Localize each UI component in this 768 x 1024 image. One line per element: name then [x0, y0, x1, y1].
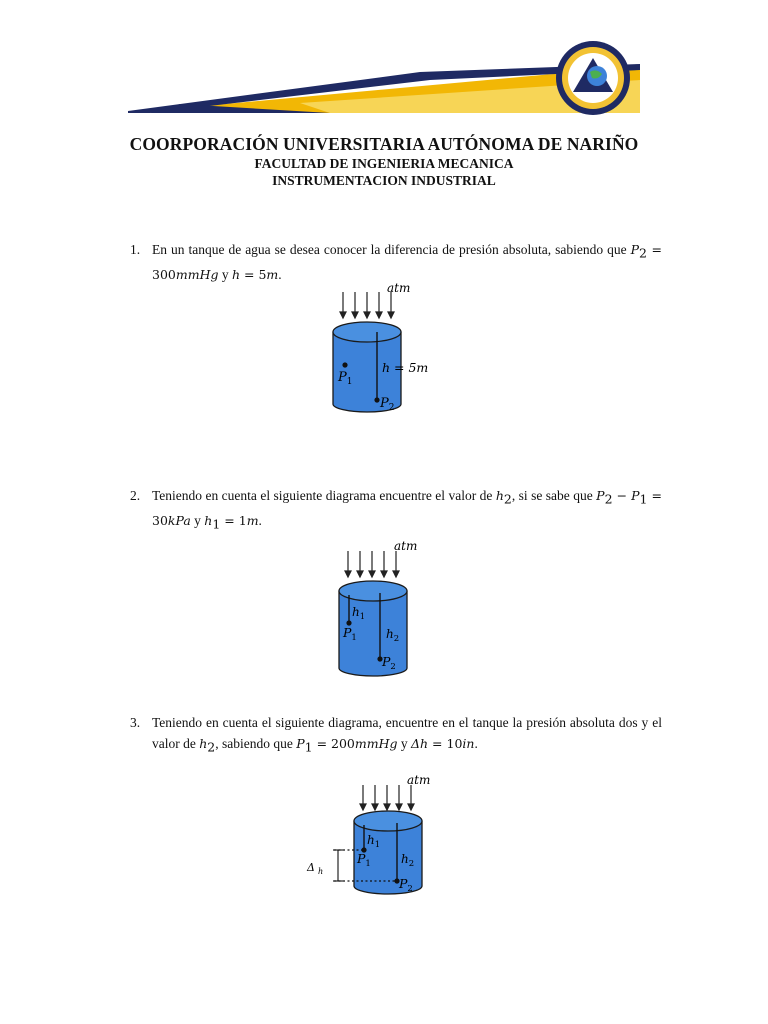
p2-label: $P_2$ — [382, 654, 396, 672]
atm-arrows — [345, 551, 399, 577]
h2-label: $h_2$ — [401, 852, 415, 869]
atm-label: atm — [407, 773, 431, 787]
p1-label: $P_1$ — [357, 851, 371, 869]
question-text: En un tanque de agua se desea conocer la diferencia de presión absoluta, sabiendo que $P_2$ = 300mmHg y h = 5m. — [152, 242, 663, 282]
point-p1 — [342, 362, 347, 367]
delta-h-label: Δ $_h$ — [307, 861, 324, 876]
university-title: COORPORACIÓN UNIVERSITARIA AUTÓNOMA DE NARIÑO — [129, 134, 639, 154]
h2-label: $h_2$ — [386, 627, 400, 644]
p1-label: $P_1$ — [338, 370, 353, 387]
question-1 — [130, 239, 662, 285]
faculty-title: FACULTAD DE INGENIERIA MECANICA — [254, 156, 514, 171]
p2-label: $P_2$ — [380, 396, 395, 413]
p2-label: $P_2$ — [399, 876, 413, 894]
h-label: h = 5m — [382, 360, 429, 375]
question-number: 3. — [130, 715, 141, 730]
header-banner — [0, 0, 768, 120]
university-seal — [556, 41, 630, 115]
question-text: Teniendo en cuenta el siguiente diagrama, encuentre en el tanque la presión absoluta dos y el valor de $h_2$, sabiendo que $P_1$ = 200mmHg y Δh = 10in. — [152, 715, 662, 755]
p1-label: $P_1$ — [343, 625, 357, 643]
h1-label: $h_1$ — [367, 833, 381, 850]
document-header — [0, 133, 768, 189]
tank-diagram-1 — [320, 280, 440, 420]
question-2 — [130, 485, 662, 534]
atm-arrows — [360, 785, 414, 810]
question-number: 2. — [130, 488, 141, 503]
delta-h-bracket — [333, 850, 343, 881]
point-p2 — [374, 397, 379, 402]
question-number: 1. — [130, 242, 141, 257]
h1-label: $h_1$ — [352, 605, 366, 622]
atm-arrows — [340, 292, 394, 318]
tank-diagram-3 — [300, 765, 450, 900]
question-text: Teniendo en cuenta el siguiente diagrama encuentre el valor de $h_2$, si se sabe que $P_2 - P_1 = 30kPa$ y $h_1 = 1m$. — [152, 488, 662, 532]
atm-label: atm — [394, 539, 418, 553]
tank-diagram-2 — [328, 535, 438, 685]
course-title: INSTRUMENTACION INDUSTRIAL — [272, 173, 496, 188]
atm-label: atm — [387, 281, 411, 295]
question-3 — [130, 712, 662, 758]
